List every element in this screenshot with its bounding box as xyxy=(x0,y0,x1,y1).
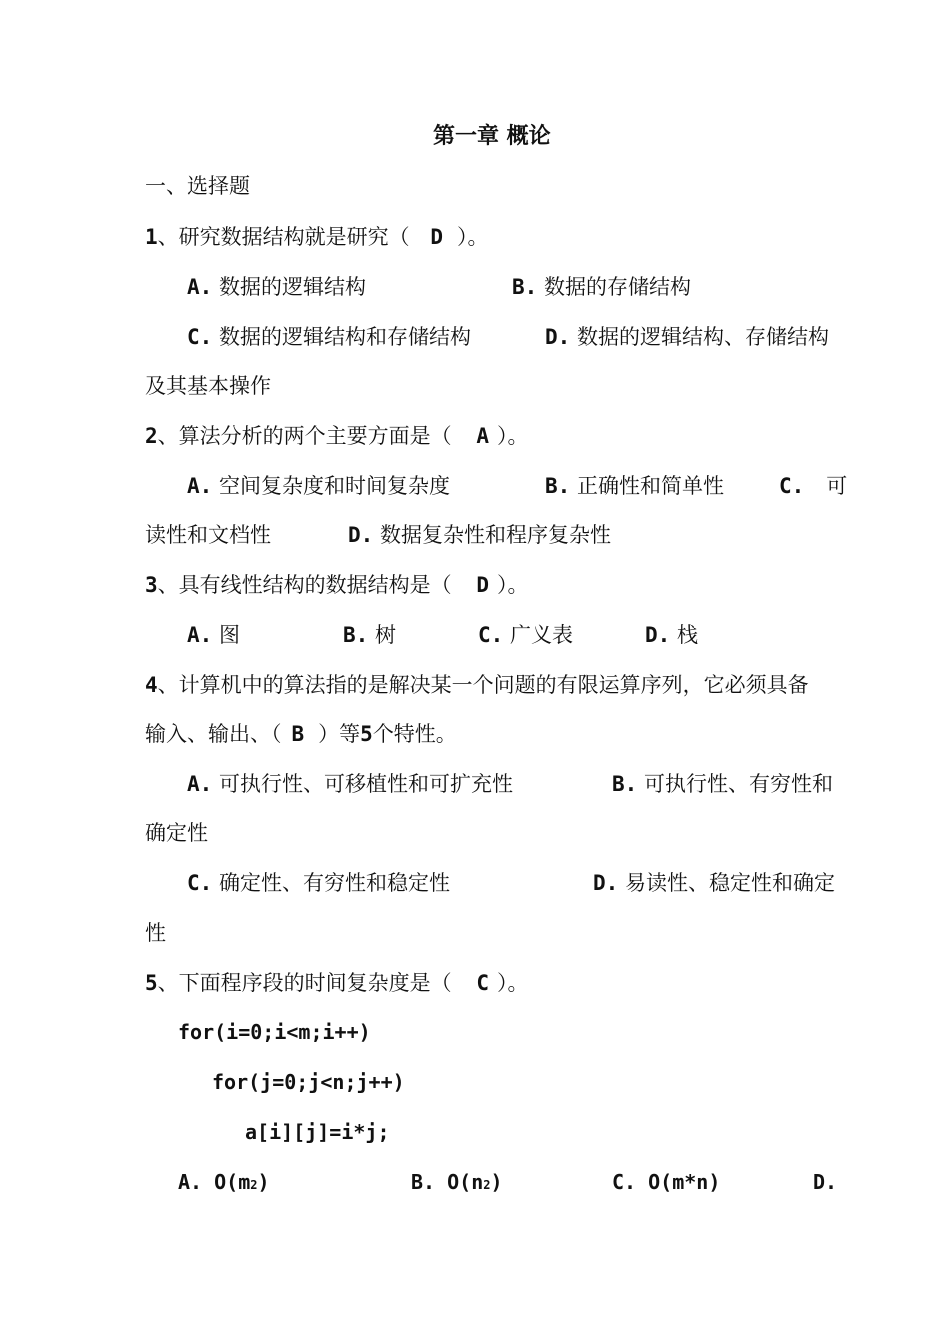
option-a: A. 空间复杂度和时间复杂度 xyxy=(187,474,450,498)
question-text-end: ）。 xyxy=(497,573,529,597)
question-text: 、具有线性结构的数据结构是（ xyxy=(157,573,452,597)
question-number: 4 xyxy=(145,673,158,697)
section-heading: 一、选择题 xyxy=(145,174,250,198)
question-number: 5 xyxy=(145,971,158,995)
chapter-title: 第一章 概论 xyxy=(433,124,551,149)
option-a: A. 可执行性、可移植性和可扩充性 xyxy=(187,772,513,796)
code-line-inner-loop: for(j=0;j<n;j++) xyxy=(212,1070,405,1094)
question-3-stem xyxy=(145,570,529,600)
option-c: C. 广义表 xyxy=(478,623,573,647)
question-text: 、算法分析的两个主要方面是（ xyxy=(157,424,452,448)
option-d: D. xyxy=(813,1170,838,1194)
question-1-stem xyxy=(145,222,489,252)
question-text-end: ）。 xyxy=(497,971,529,995)
option-a: A. O(m2) xyxy=(178,1170,270,1194)
option-a: A. 图 xyxy=(187,623,240,647)
question-5-stem xyxy=(145,968,529,998)
option-b: B. 树 xyxy=(343,623,396,647)
option-d: D. 数据复杂性和程序复杂性 xyxy=(348,523,611,547)
question-text: 、计算机中的算法指的是解决某一个问题的有限运算序列，它必须具备 xyxy=(157,673,809,697)
option-d-continued: 及其基本操作 xyxy=(145,374,271,398)
option-b-continued: 确定性 xyxy=(145,821,208,845)
option-b: B. 正确性和简单性 xyxy=(545,474,724,498)
question-4-stem xyxy=(145,670,809,700)
question-text-end: ）。 xyxy=(497,424,529,448)
option-d: D. 栈 xyxy=(645,623,698,647)
option-c: C. 可 xyxy=(779,474,848,498)
answer-letter: A xyxy=(476,424,489,448)
code-line-assignment: a[i][j]=i*j; xyxy=(245,1120,390,1144)
option-c: C. 确定性、有穷性和稳定性 xyxy=(187,871,450,895)
option-c: C. O(m*n) xyxy=(612,1170,721,1194)
question-2-stem xyxy=(145,421,529,451)
answer-letter: D xyxy=(430,225,443,249)
question-number: 1 xyxy=(145,225,158,249)
question-text-end: ）。 xyxy=(457,225,489,249)
question-number: 2 xyxy=(145,424,158,448)
question-number: 3 xyxy=(145,573,158,597)
answer-letter: C xyxy=(476,971,489,995)
answer-letter: D xyxy=(476,573,489,597)
question-4-stem-continued: 输入、输出、（ B ）等5个特性。 xyxy=(145,722,457,746)
option-d-continued: 性 xyxy=(145,921,166,945)
option-d: D. 数据的逻辑结构、存储结构 xyxy=(545,325,829,349)
question-text: 、研究数据结构就是研究（ xyxy=(157,225,410,249)
option-c: C. 数据的逻辑结构和存储结构 xyxy=(187,325,471,349)
option-d: D. 易读性、稳定性和确定 xyxy=(593,871,835,895)
question-text: 、下面程序段的时间复杂度是（ xyxy=(157,971,452,995)
option-a: A. 数据的逻辑结构 xyxy=(187,275,366,299)
answer-letter: B xyxy=(291,722,305,746)
option-b: B. 可执行性、有穷性和 xyxy=(612,772,833,796)
option-c-continued: 读性和文档性 xyxy=(145,523,271,547)
option-b: B. 数据的存储结构 xyxy=(512,275,691,299)
code-line-outer-loop: for(i=0;i<m;i++) xyxy=(178,1020,371,1044)
option-b: B. O(n2) xyxy=(411,1170,503,1194)
